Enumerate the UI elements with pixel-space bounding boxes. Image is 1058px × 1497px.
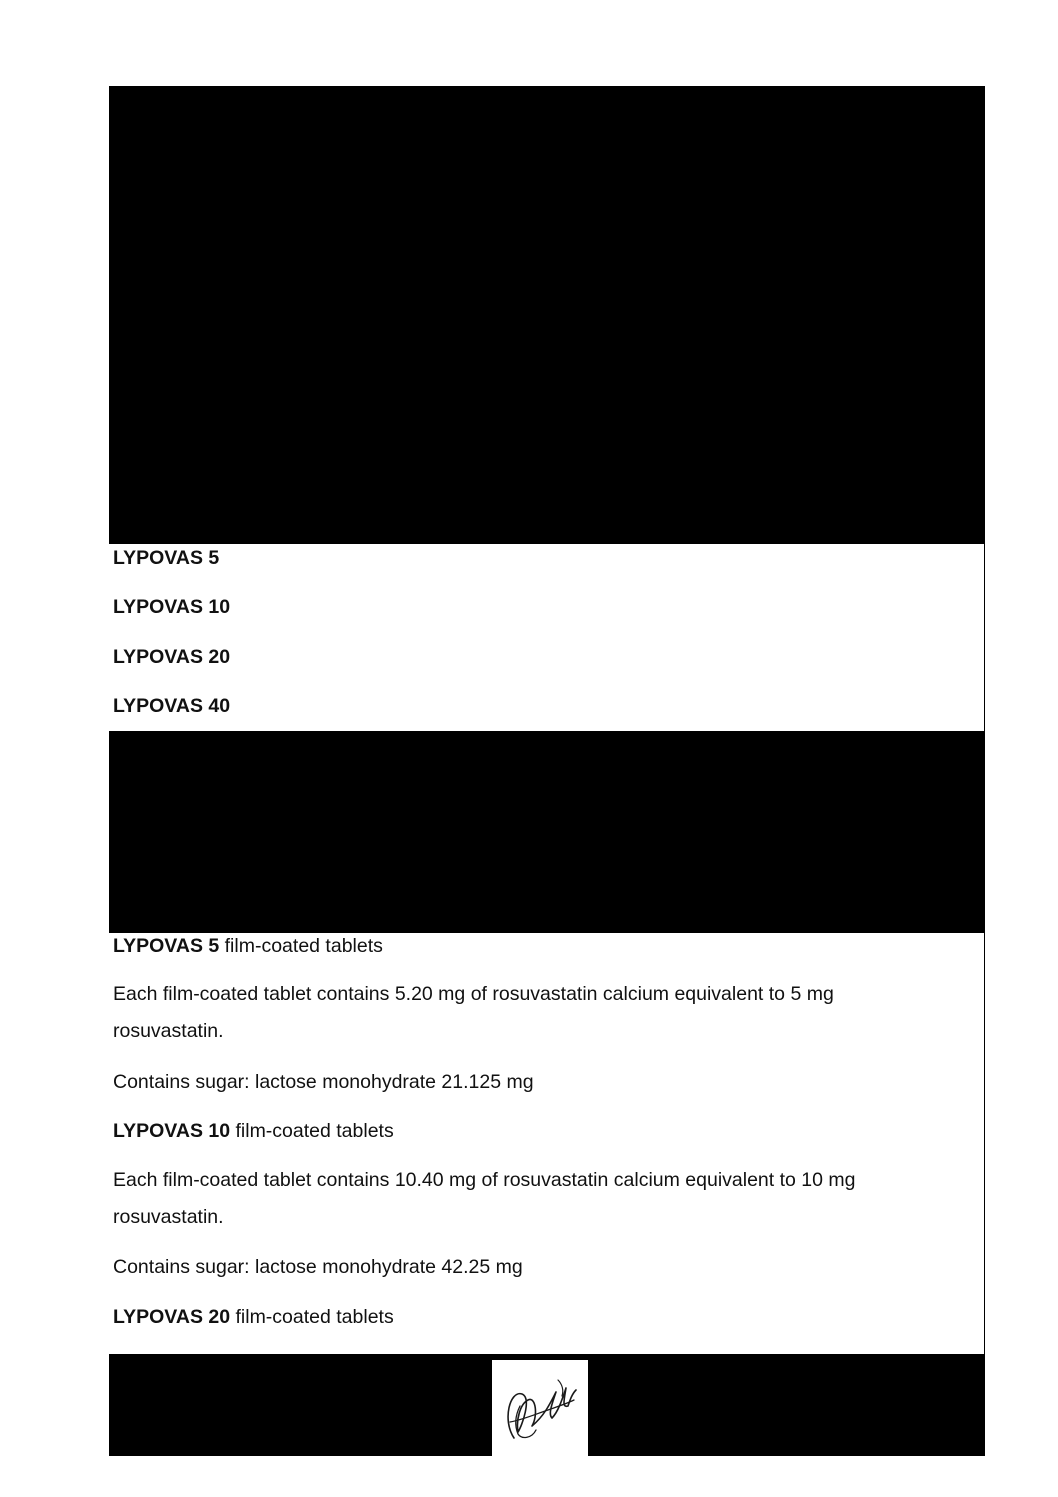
sugar-note-10: Contains sugar: lactose monohydrate 42.25 mg <box>113 1256 523 1278</box>
signature-icon <box>492 1360 588 1456</box>
composition-heading-20: LYPOVAS 20 film-coated tablets <box>113 1306 394 1328</box>
redaction-block-top <box>109 86 985 544</box>
product-name-5: LYPOVAS 5 <box>113 547 220 569</box>
product-name-10: LYPOVAS 10 <box>113 596 231 618</box>
product-name-20: LYPOVAS 20 <box>113 646 231 668</box>
sugar-note-5: Contains sugar: lactose monohydrate 21.125 mg <box>113 1071 534 1093</box>
product-name-40: LYPOVAS 40 <box>113 695 231 717</box>
composition-heading-10: LYPOVAS 10 film-coated tablets <box>113 1120 394 1142</box>
composition-desc-10: Each film-coated tablet contains 10.40 mg of rosuvastatin calcium equivalent to 10 mg rosuvastatin. <box>113 1169 856 1228</box>
composition-heading-5: LYPOVAS 5 film-coated tablets <box>113 935 383 957</box>
redaction-block-middle <box>109 731 985 933</box>
composition-desc-5: Each film-coated tablet contains 5.20 mg of rosuvastatin calcium equivalent to 5 mg rosuvastatin. <box>113 983 834 1042</box>
